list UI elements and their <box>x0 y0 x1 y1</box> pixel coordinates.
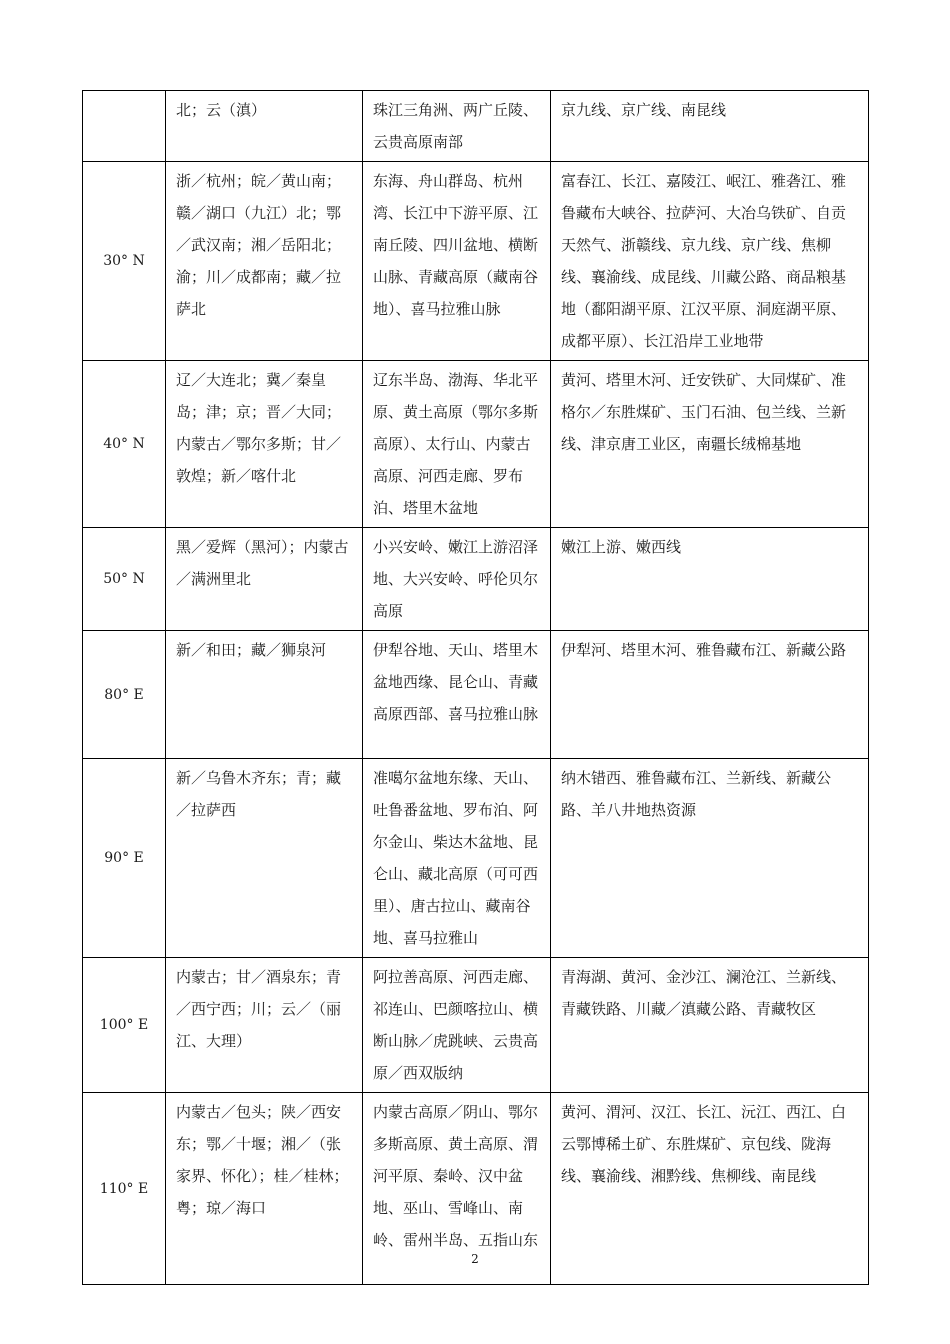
table-row <box>83 958 869 1093</box>
features-cell: 京九线、京广线、南昆线 <box>551 91 869 162</box>
line-cell: 110° E <box>83 1093 166 1285</box>
provinces-cell: 辽／大连北；冀／秦皇岛；津；京；晋／大同；内蒙古／鄂尔多斯；甘／敦煌；新／喀什北 <box>166 361 363 528</box>
page-number: 2 <box>471 1252 479 1266</box>
table-row <box>83 162 869 361</box>
provinces-cell: 浙／杭州；皖／黄山南；赣／湖口（九江）北；鄂／武汉南；湘／岳阳北；渝；川／成都南；藏／拉萨北 <box>166 162 363 361</box>
landforms-cell: 伊犁谷地、天山、塔里木盆地西缘、昆仑山、青藏高原西部、喜马拉雅山脉 <box>363 631 551 759</box>
landforms-cell: 东海、舟山群岛、杭州湾、长江中下游平原、江南丘陵、四川盆地、横断山脉、青藏高原（藏南谷地）、喜马拉雅山脉 <box>363 162 551 361</box>
provinces-cell: 新／乌鲁木齐东；青；藏／拉萨西 <box>166 759 363 958</box>
provinces-cell: 北；云（滇） <box>166 91 363 162</box>
provinces-cell: 内蒙古；甘／酒泉东；青／西宁西；川；云／（丽江、大理） <box>166 958 363 1093</box>
table-row <box>83 631 869 759</box>
provinces-cell: 新／和田；藏／狮泉河 <box>166 631 363 759</box>
table-row <box>83 91 869 162</box>
landforms-cell: 准噶尔盆地东缘、天山、吐鲁番盆地、罗布泊、阿尔金山、柴达木盆地、昆仑山、藏北高原（可可西里）、唐古拉山、藏南谷地、喜马拉雅山 <box>363 759 551 958</box>
table-row <box>83 528 869 631</box>
landforms-cell: 内蒙古高原／阴山、鄂尔多斯高原、黄土高原、渭河平原、秦岭、汉中盆地、巫山、雪峰山、南岭、雷州半岛、五指山东 <box>363 1093 551 1285</box>
features-cell: 纳木错西、雅鲁藏布江、兰新线、新藏公路、羊八井地热资源 <box>551 759 869 958</box>
table-row <box>83 759 869 958</box>
landforms-cell: 小兴安岭、嫩江上游沼泽地、大兴安岭、呼伦贝尔高原 <box>363 528 551 631</box>
features-cell: 黄河、渭河、汉江、长江、沅江、西江、白云鄂博稀土矿、东胜煤矿、京包线、陇海线、襄渝线、湘黔线、焦柳线、南昆线 <box>551 1093 869 1285</box>
line-cell: 40° N <box>83 361 166 528</box>
landforms-cell: 辽东半岛、渤海、华北平原、黄土高原（鄂尔多斯高原）、太行山、内蒙古高原、河西走廊、罗布泊、塔里木盆地 <box>363 361 551 528</box>
landforms-cell: 阿拉善高原、河西走廊、祁连山、巴颜喀拉山、横断山脉／虎跳峡、云贵高原／西双版纳 <box>363 958 551 1093</box>
features-cell: 嫩江上游、嫩西线 <box>551 528 869 631</box>
features-cell: 伊犁河、塔里木河、雅鲁藏布江、新藏公路 <box>551 631 869 759</box>
features-cell: 黄河、塔里木河、迁安铁矿、大同煤矿、准格尔／东胜煤矿、玉门石油、包兰线、兰新线、津京唐工业区，南疆长绒棉基地 <box>551 361 869 528</box>
line-cell: 30° N <box>83 162 166 361</box>
line-cell: 50° N <box>83 528 166 631</box>
features-cell: 青海湖、黄河、金沙江、澜沧江、兰新线、青藏铁路、川藏／滇藏公路、青藏牧区 <box>551 958 869 1093</box>
table-row <box>83 361 869 528</box>
line-cell: 100° E <box>83 958 166 1093</box>
line-cell: 80° E <box>83 631 166 759</box>
provinces-cell: 黑／爱辉（黑河）；内蒙古／满洲里北 <box>166 528 363 631</box>
line-cell <box>83 91 166 162</box>
landforms-cell: 珠江三角洲、两广丘陵、云贵高原南部 <box>363 91 551 162</box>
features-cell: 富春江、长江、嘉陵江、岷江、雅砻江、雅鲁藏布大峡谷、拉萨河、大冶乌铁矿、自贡天然气、浙赣线、京九线、京广线、焦柳线、襄渝线、成昆线、川藏公路、商品粮基地（鄱阳湖平原、江汉平原、洞庭湖平原、成都平原）、长江沿岸工业地带 <box>551 162 869 361</box>
line-cell: 90° E <box>83 759 166 958</box>
geography-table <box>82 90 869 1285</box>
provinces-cell: 内蒙古／包头；陕／西安东；鄂／十堰；湘／（张家界、怀化）；桂／桂林；粤；琼／海口 <box>166 1093 363 1285</box>
